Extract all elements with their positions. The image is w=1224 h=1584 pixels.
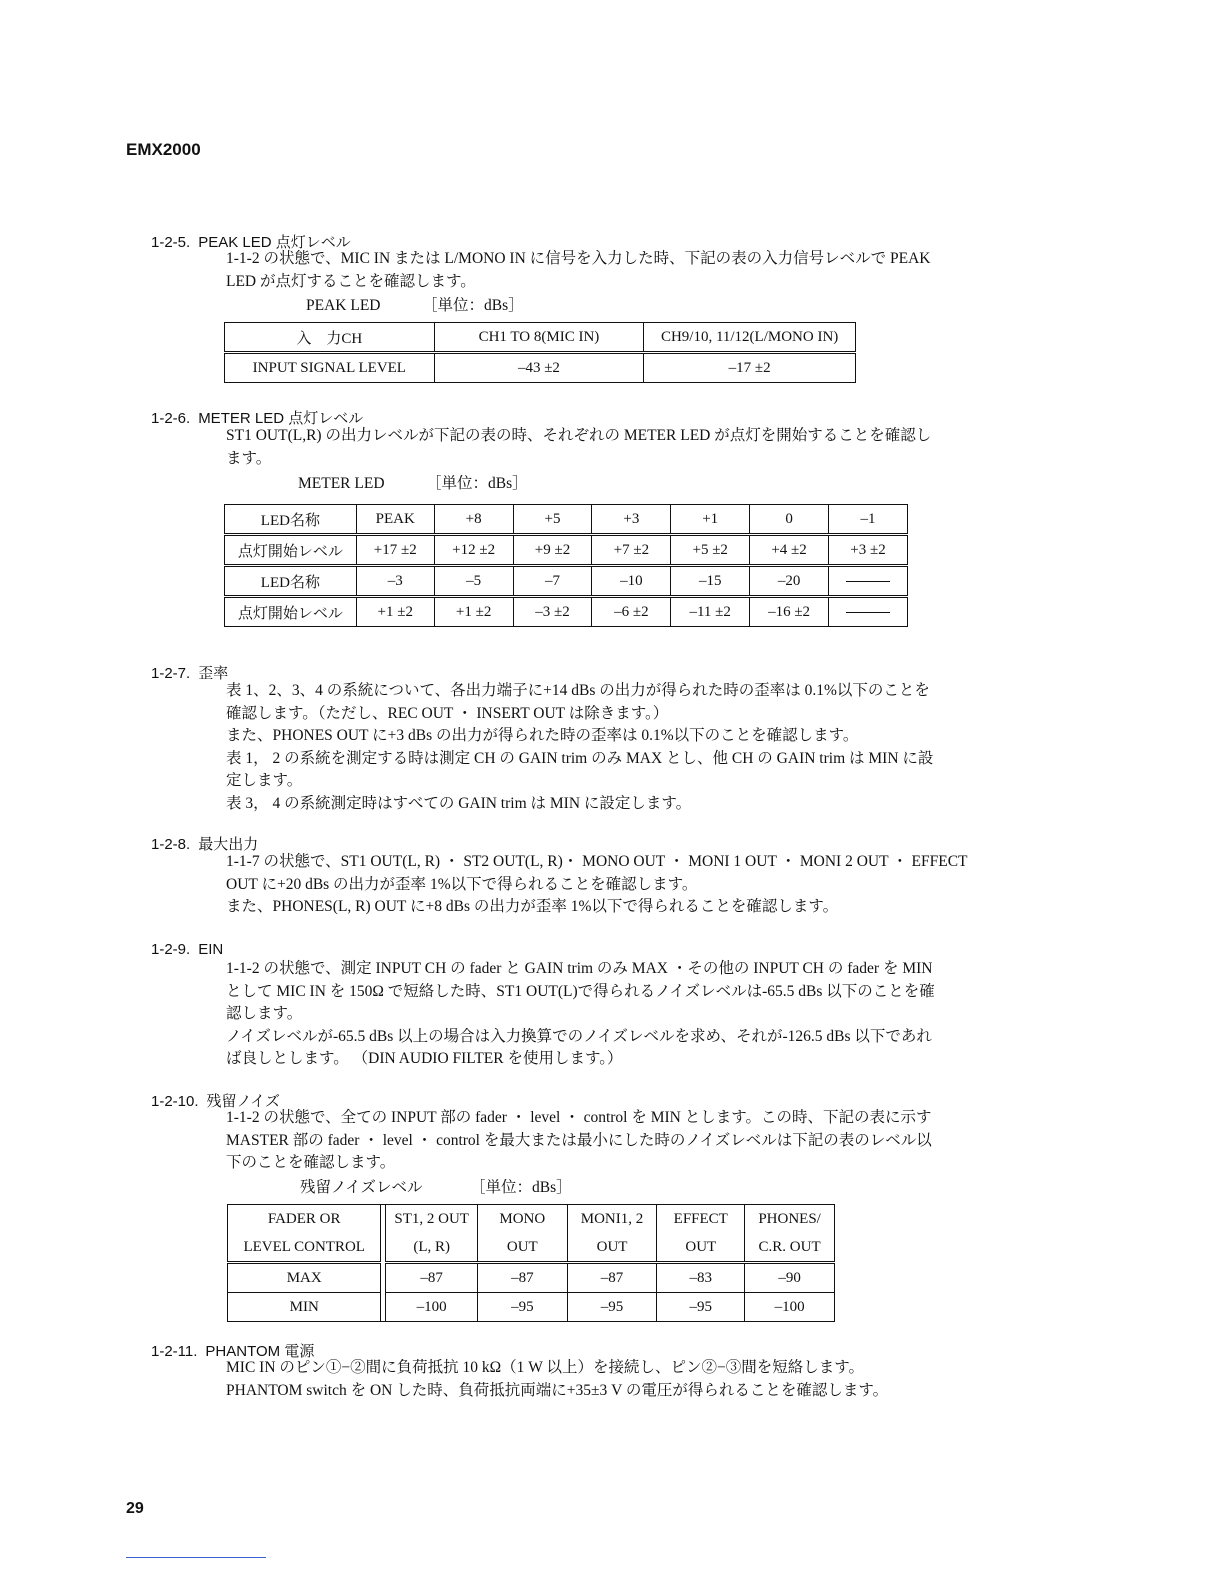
peak-led-table	[224, 322, 856, 383]
section-title: PEAK LED 点灯レベル	[198, 234, 351, 251]
body-line: として MIC IN を 150Ω で短絡した時、ST1 OUT(L)で得られるノイズレベルは-65.5 dBs 以下のことを確	[226, 982, 935, 1000]
table-cell: –95	[477, 1293, 567, 1322]
table-header-cell: OUT	[567, 1233, 657, 1263]
table-cell: –10	[592, 566, 671, 597]
table-cell: +4 ±2	[750, 535, 829, 566]
table-cell: –100	[386, 1293, 478, 1322]
table-cell: –3	[356, 566, 434, 597]
body-line: 下のことを確認します。	[226, 1154, 396, 1171]
table-header-row	[228, 1205, 835, 1234]
section-body-1-2-11	[226, 1357, 996, 1402]
table-header-cell: MONI1, 2	[567, 1205, 657, 1234]
section-body-1-2-8	[226, 851, 996, 919]
table-header-cell: PHONES/	[745, 1205, 835, 1234]
empty-cell-dash	[829, 597, 908, 627]
table-cell: +5 ±2	[671, 535, 750, 566]
table-header-cell: CH9/10, 11/12(L/MONO IN)	[644, 323, 856, 353]
table-header-cell: (L, R)	[386, 1233, 478, 1263]
section-title: METER LED 点灯レベル	[198, 410, 364, 427]
table-cell: –6 ±2	[592, 597, 671, 627]
body-line: LED が点灯することを確認します。	[226, 272, 476, 290]
table-cell: –1	[829, 505, 908, 535]
table-cell: 点灯開始レベル	[225, 535, 357, 566]
section-title: 歪率	[198, 665, 229, 682]
table-row	[225, 566, 908, 597]
body-line: 1-1-2 の状態で、全ての INPUT 部の fader ・ level ・ control を MIN とします。この時、下記の表に示す	[226, 1109, 932, 1126]
table-header-row	[228, 1233, 835, 1263]
table-cell: MIN	[228, 1293, 381, 1322]
body-line: ば良しとします。 （DIN AUDIO FILTER を使用します。）	[226, 1050, 623, 1067]
table-row	[225, 535, 908, 566]
table-cell: LED名称	[225, 505, 357, 535]
table-header-cell: OUT	[477, 1233, 567, 1263]
body-line: MASTER 部の fader ・ level ・ control を最大または最小にした時のノイズレベルは下記の表のレベル以	[226, 1131, 932, 1149]
section-body-1-2-5	[226, 248, 996, 293]
dash-mark	[846, 581, 890, 582]
section-body-1-2-6	[226, 425, 996, 470]
section-title: 最大出力	[198, 836, 259, 853]
table-cell: PEAK	[356, 505, 434, 535]
table-header-row	[225, 323, 856, 353]
body-line: 定します。	[226, 772, 303, 789]
table-cell: 点灯開始レベル	[225, 597, 357, 627]
section-number: 1-2-7.	[151, 665, 191, 682]
table-cell: 0	[750, 505, 829, 535]
body-line: 1-1-7 の状態で、ST1 OUT(L, R) ・ ST2 OUT(L, R)・ MONO OUT ・ MONI 1 OUT ・ MONI 2 OUT ・ EFFECT	[226, 853, 968, 870]
body-line: OUT に+20 dBs の出力が歪率 1%以下で得られることを確認します。	[226, 875, 698, 893]
table-cell: INPUT SIGNAL LEVEL	[225, 353, 435, 383]
section-body-1-2-7	[226, 680, 996, 815]
table-header-cell: 入 力CH	[225, 323, 435, 353]
section-title: EIN	[198, 941, 224, 958]
caption-unit: ［単位：dBs］	[470, 1179, 572, 1196]
body-line: 表 1、2、3、4 の系統について、各出力端子に+14 dBs の出力が得られた時の歪率は 0.1%以下のことを	[226, 682, 930, 699]
section-heading-1-2-9	[151, 941, 223, 958]
table-cell: +9 ±2	[513, 535, 592, 566]
body-line: 表 3， 4 の系統測定時はすべての GAIN trim は MIN に設定します。	[226, 794, 692, 812]
table-cell: –15	[671, 566, 750, 597]
table-cell: +5	[513, 505, 592, 535]
meter-led-table	[224, 504, 908, 627]
table-caption-meter-led	[298, 471, 528, 493]
table-cell: –87	[386, 1263, 478, 1293]
table-cell: +1 ±2	[356, 597, 434, 627]
table-header-cell: OUT	[657, 1233, 745, 1263]
caption-unit: ［単位：dBs］	[422, 297, 524, 314]
section-number: 1-2-10.	[151, 1093, 199, 1110]
table-cell: –83	[657, 1263, 745, 1293]
table-row	[228, 1263, 835, 1293]
table-cell: –100	[745, 1293, 835, 1322]
section-number: 1-2-9.	[151, 941, 191, 958]
table-header-cell: MONO	[477, 1205, 567, 1234]
table-caption-residual-noise	[300, 1175, 572, 1197]
table-cell: –90	[745, 1263, 835, 1293]
table-cell: +17 ±2	[356, 535, 434, 566]
table-cell: +3 ±2	[829, 535, 908, 566]
body-line: また、PHONES(L, R) OUT に+8 dBs の出力が歪率 1%以下で得られることを確認します。	[226, 898, 839, 915]
table-cell: –17 ±2	[644, 353, 856, 383]
body-line: 表 1， 2 の系統を測定する時は測定 CH の GAIN trim のみ MAX とし、他 CH の GAIN trim は MIN に設	[226, 749, 934, 767]
table-row	[225, 597, 908, 627]
body-line: ます。	[226, 449, 272, 467]
caption-name: METER LED	[298, 475, 385, 492]
table-header-cell: LEVEL CONTROL	[228, 1233, 381, 1263]
body-line: 1-1-2 の状態で、MIC IN または L/MONO IN に信号を入力した時、下記の表の入力信号レベルで PEAK	[226, 250, 931, 267]
table-cell: +7 ±2	[592, 535, 671, 566]
section-title: PHANTOM 電源	[205, 1343, 315, 1360]
table-cell: –20	[750, 566, 829, 597]
table-cell: +1 ±2	[434, 597, 513, 627]
table-caption-peak-led	[306, 293, 524, 315]
model-name: EMX2000	[126, 140, 201, 159]
table-row	[225, 505, 908, 535]
table-cell: LED名称	[225, 566, 357, 597]
body-line: ST1 OUT(L,R) の出力レベルが下記の表の時、それぞれの METER LED が点灯を開始することを確認し	[226, 427, 932, 444]
empty-cell-dash	[829, 566, 908, 597]
table-cell: –95	[567, 1293, 657, 1322]
table-header-cell: CH1 TO 8(MIC IN)	[434, 323, 644, 353]
table-cell: +3	[592, 505, 671, 535]
table-cell: +8	[434, 505, 513, 535]
table-cell: –43 ±2	[434, 353, 644, 383]
caption-name: PEAK LED	[306, 297, 381, 314]
table-cell: +1	[671, 505, 750, 535]
table-cell: –16 ±2	[750, 597, 829, 627]
body-line: ノイズレベルが-65.5 dBs 以上の場合は入力換算でのノイズレベルを求め、それが-126.5 dBs 以下であれ	[226, 1027, 932, 1045]
section-number: 1-2-11.	[151, 1343, 198, 1360]
caption-name: 残留ノイズレベル	[300, 1179, 423, 1196]
footer-rule	[126, 1557, 266, 1558]
dash-mark	[846, 612, 890, 613]
table-cell: –87	[477, 1263, 567, 1293]
section-body-1-2-10	[226, 1107, 996, 1175]
table-cell: –7	[513, 566, 592, 597]
body-line: 1-1-2 の状態で、測定 INPUT CH の fader と GAIN trim のみ MAX ・その他の INPUT CH の fader を MIN	[226, 960, 933, 977]
table-header-cell: FADER OR	[228, 1205, 381, 1234]
section-body-1-2-9	[226, 958, 996, 1071]
table-row	[225, 353, 856, 383]
body-line: 認します。	[226, 1005, 303, 1022]
table-cell: –95	[657, 1293, 745, 1322]
page-number: 29	[126, 1500, 144, 1517]
table-header-cell: C.R. OUT	[745, 1233, 835, 1263]
table-cell: –3 ±2	[513, 597, 592, 627]
section-heading-1-2-7	[151, 662, 228, 683]
table-header-cell: ST1, 2 OUT	[386, 1205, 478, 1234]
table-row	[228, 1293, 835, 1322]
section-title: 残留ノイズ	[206, 1093, 281, 1110]
body-line: 確認します。（ただし、REC OUT ・ INSERT OUT は除きます。）	[226, 704, 669, 722]
section-number: 1-2-6.	[151, 410, 191, 427]
caption-unit: ［単位：dBs］	[426, 475, 528, 492]
section-number: 1-2-5.	[151, 234, 191, 251]
table-cell: +12 ±2	[434, 535, 513, 566]
body-line: MIC IN のピン①−②間に負荷抵抗 10 kΩ（1 W 以上）を接続し、ピン②−③間を短絡します。	[226, 1359, 865, 1376]
table-header-cell: EFFECT	[657, 1205, 745, 1234]
section-number: 1-2-8.	[151, 836, 191, 853]
table-cell: –87	[567, 1263, 657, 1293]
body-line: PHANTOM switch を ON した時、負荷抵抗両端に+35±3 V の電圧が得られることを確認します。	[226, 1381, 889, 1399]
residual-noise-table	[227, 1204, 835, 1322]
table-cell: –11 ±2	[671, 597, 750, 627]
table-cell: –5	[434, 566, 513, 597]
table-cell: MAX	[228, 1263, 381, 1293]
body-line: また、PHONES OUT に+3 dBs の出力が得られた時の歪率は 0.1%以下のことを確認します。	[226, 727, 859, 744]
